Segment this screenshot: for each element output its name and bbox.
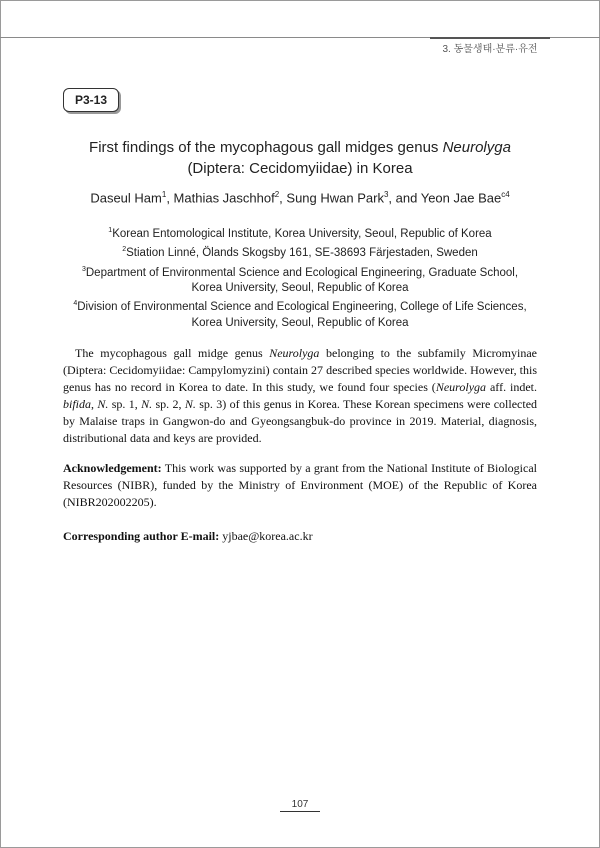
title-line-1 <box>40 137 560 158</box>
author-list <box>40 190 560 205</box>
title-text: First findings of the mycophagous gall midges genus <box>89 139 443 156</box>
abstract-text: The mycophagous gall midge genus <box>75 346 270 360</box>
abstract <box>63 345 537 447</box>
abstract-genus-abbrev: N. <box>97 397 109 411</box>
corresponding-email: yjbae@korea.ac.kr <box>219 529 313 543</box>
affiliation-3-cont: Korea University, Seoul, Republic of Korea <box>191 281 409 294</box>
acknowledgement <box>63 460 537 511</box>
author: Daseul Ham <box>90 190 162 206</box>
paper-title <box>40 137 560 179</box>
author-sep: , and <box>388 190 421 206</box>
author-sup: 3 <box>383 190 389 199</box>
abstract-text: aff. indet. <box>486 380 537 394</box>
affiliation-num: 4 <box>73 300 78 308</box>
abstract-genus-abbrev: N. <box>141 397 153 411</box>
abstract-genus-abbrev: N. <box>184 397 196 411</box>
title-genus: Neurolyga <box>442 139 511 156</box>
acknowledgement-text: This work was supported by a grant from the National Institute of Biological Resources (NIBR), funded by the Ministry of Environment (MOE) of the Republic of Korea (NIBR202002205). <box>63 461 537 509</box>
affiliation-num: 1 <box>108 227 113 234</box>
author-sup: 1 <box>161 190 167 199</box>
corresponding-label: Corresponding author E-mail: <box>63 529 220 543</box>
affiliation-text: Stiation Linné, Ölands Skogsby 161, SE-38693 Färjestaden, Sweden <box>126 247 478 260</box>
affiliation-text: Department of Environmental Science and Ecological Engineering, Graduate School, <box>85 266 519 279</box>
author-sep: , <box>166 190 174 206</box>
abstract-genus: Neurolyga <box>269 346 320 360</box>
affiliation-text: Korean Entomological Institute, Korea University, Seoul, Republic of Korea <box>112 227 492 240</box>
abstract-species: bifida <box>63 397 92 411</box>
header-tab-line <box>430 37 550 39</box>
page-number: 107 <box>280 799 320 812</box>
corresponding-author <box>63 528 537 545</box>
acknowledgement-label: Acknowledgement: <box>63 461 162 475</box>
affiliations <box>60 223 540 331</box>
affiliation-4-cont: Korea University, Seoul, Republic of Korea <box>191 316 409 329</box>
abstract-text: , <box>91 397 98 411</box>
affiliation-num: 3 <box>81 265 86 273</box>
author-sup: c4 <box>501 190 510 199</box>
title-line-2: (Diptera: Cecidomyiidae) in Korea <box>187 160 413 177</box>
affiliation-4 <box>60 296 540 315</box>
affiliation-num: 2 <box>122 246 127 254</box>
running-header: 3. 동물생태·분류·유전 <box>442 44 538 55</box>
abstract-text: sp. 1, <box>108 397 142 411</box>
affiliation-2 <box>60 242 540 261</box>
abstract-genus: Neurolyga <box>435 380 487 394</box>
abstract-text: sp. 2, <box>152 397 185 411</box>
affiliation-text: Division of Environmental Science and Ecological Engineering, College of Life Sciences, <box>77 301 527 314</box>
poster-id-badge: P3-13 <box>63 88 119 112</box>
author: Sung Hwan Park <box>286 190 384 206</box>
author: Mathias Jaschhof <box>173 190 275 206</box>
abstract-text: sp. 3) of this genus in Korea. These Korean specimens were collected by Malaise traps in Gangwon-do and Gyeongsangbuk-do province in 2019. Material, diagnosis, distributional data and keys are provided. <box>63 397 538 445</box>
author-sep: , <box>279 190 287 206</box>
affiliation-1 <box>60 223 540 242</box>
author-sup: 2 <box>274 190 280 199</box>
abstract-text: belonging to the subfamily Micromyinae (Diptera: Cecidomyiidae: Campylomyzini) contain 27 described species worldwide. However, this genus has no record in Korea to date. In this study, we found four species ( <box>63 346 537 394</box>
author: Yeon Jae Bae <box>420 190 502 206</box>
affiliation-3 <box>60 262 540 281</box>
